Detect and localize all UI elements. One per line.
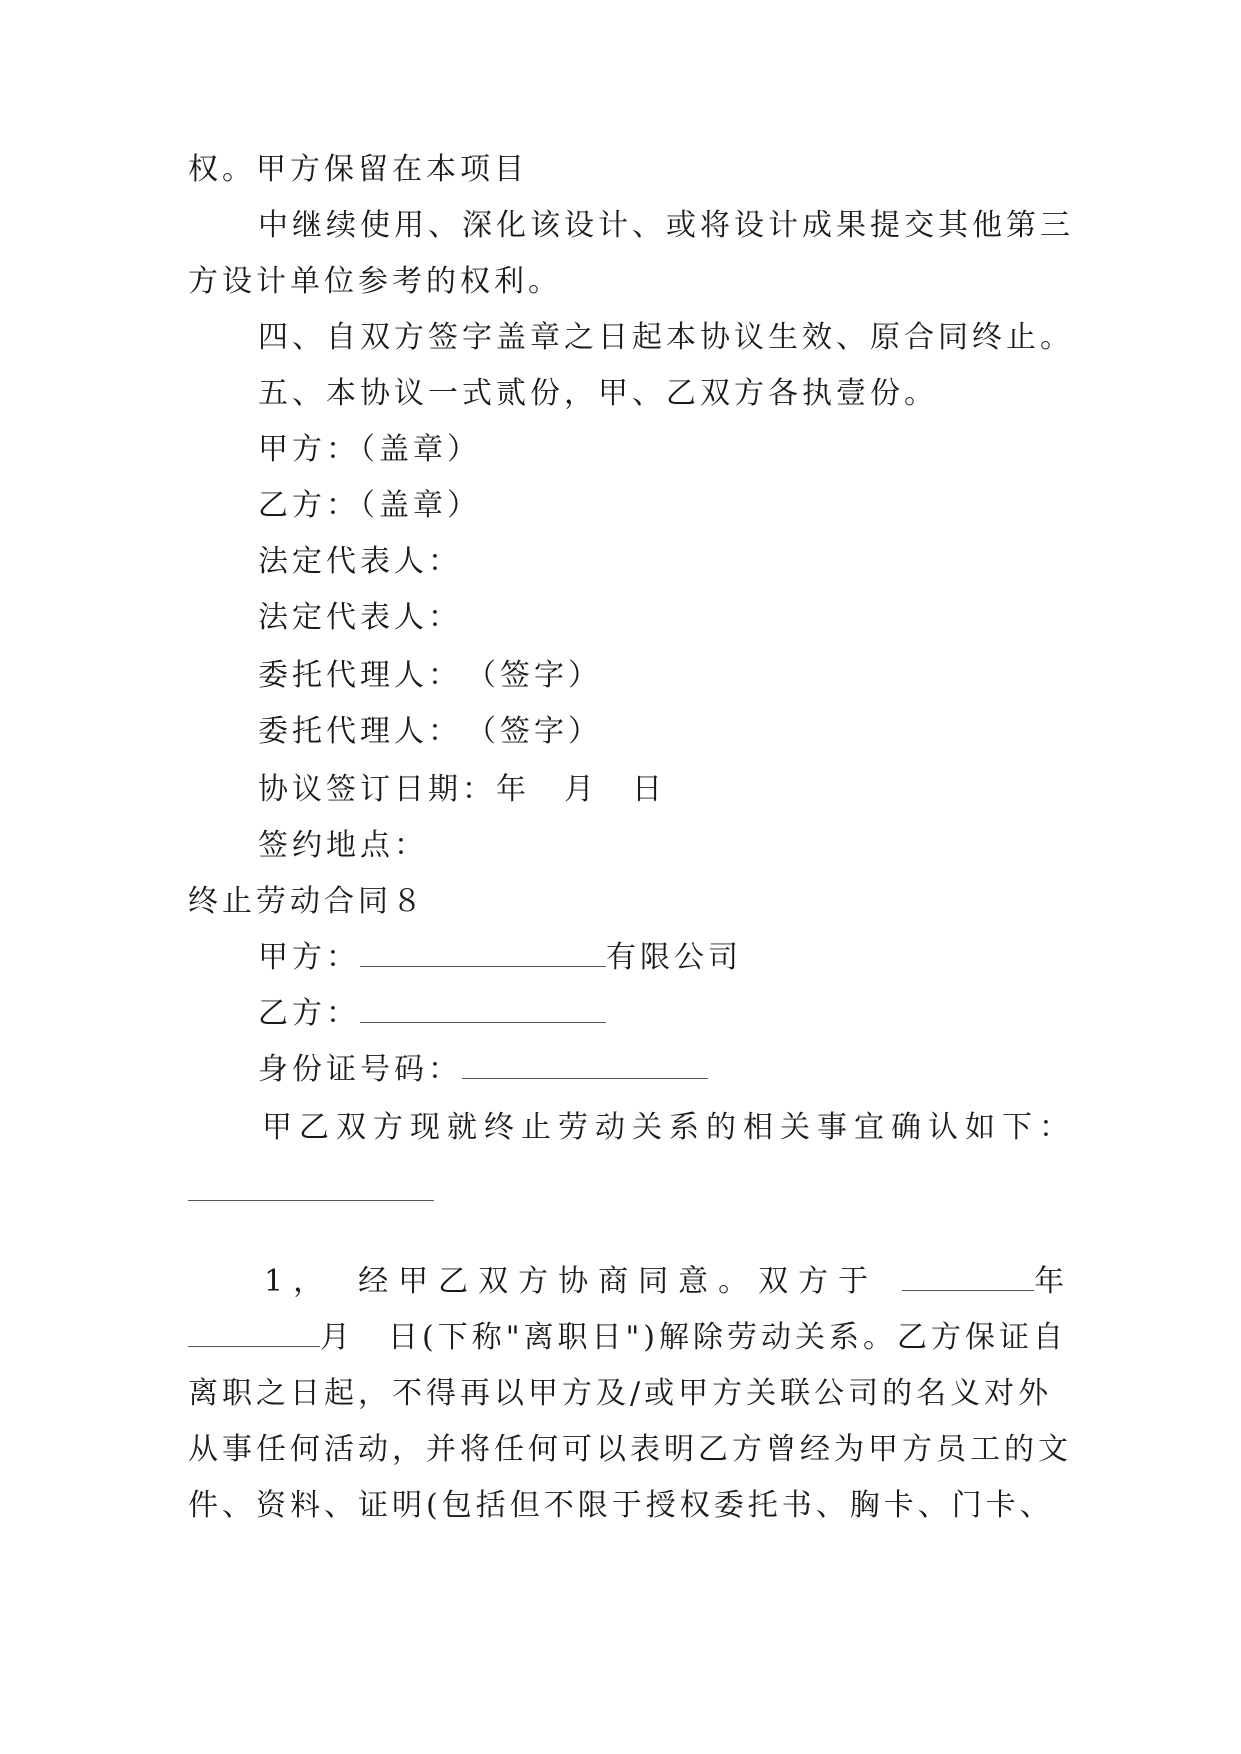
party-a-seal-line: 甲方：（盖章） bbox=[258, 432, 481, 467]
text-line: 五、本协议一式贰份，甲、乙双方各执壹份。 bbox=[258, 376, 938, 411]
clause-1-text: 月 日(下称"离职日")解除劳动关系。乙方保证自 bbox=[320, 1320, 1068, 1355]
agent-line: 委托代理人： （签字） bbox=[258, 714, 602, 749]
clause-1-line: 离职之日起，不得再以甲方及/或甲方关联公司的名义对外 bbox=[188, 1376, 1053, 1411]
section-heading: 终止劳动合同８ bbox=[188, 884, 426, 919]
clause-1-line bbox=[264, 1262, 1074, 1302]
legal-rep-line: 法定代表人： bbox=[258, 600, 462, 635]
clause-1-line: 件、资料、证明(包括但不限于授权委托书、胸卡、门卡、 bbox=[188, 1488, 1054, 1523]
sign-place-line: 签约地点： bbox=[258, 828, 428, 863]
blank-line bbox=[360, 1000, 606, 1023]
party-a-label: 甲方： bbox=[258, 940, 360, 975]
confirm-intro-line: 甲乙双方现就终止劳动关系的相关事宜确认如下： bbox=[262, 1110, 1076, 1145]
sign-date-line: 协议签订日期：年 月 日 bbox=[258, 772, 666, 807]
party-b-seal-line: 乙方：（盖章） bbox=[258, 488, 481, 523]
blank-line bbox=[462, 1056, 708, 1079]
agent-line: 委托代理人： （签字） bbox=[258, 658, 602, 693]
clause-1-text: 1， 经甲乙双方协商同意。双方于 bbox=[264, 1264, 879, 1299]
party-b-label: 乙方： bbox=[258, 996, 360, 1031]
party-a-suffix: 有限公司 bbox=[606, 940, 742, 975]
text-line: 权。甲方保留在本项目 bbox=[188, 152, 528, 187]
blank-line bbox=[360, 944, 606, 967]
text-line: 四、自双方签字盖章之日起本协议生效、原合同终止。 bbox=[258, 320, 1074, 355]
party-b-line bbox=[258, 994, 606, 1034]
party-a-line bbox=[258, 938, 742, 978]
legal-rep-line: 法定代表人： bbox=[258, 544, 462, 579]
id-number-line bbox=[258, 1050, 708, 1090]
clause-1-line bbox=[188, 1318, 1067, 1358]
blank-line bbox=[188, 1200, 434, 1201]
text-line: 方设计单位参考的权利。 bbox=[188, 264, 562, 299]
id-number-label: 身份证号码： bbox=[258, 1052, 462, 1087]
blank-line bbox=[902, 1268, 1034, 1291]
blank-line bbox=[188, 1324, 320, 1347]
year-label: 年 bbox=[1034, 1264, 1075, 1299]
text-line: 中继续使用、深化该设计、或将设计成果提交其他第三 bbox=[258, 208, 1074, 243]
clause-1-line: 从事任何活动，并将任何可以表明乙方曾经为甲方员工的文 bbox=[188, 1432, 1072, 1467]
